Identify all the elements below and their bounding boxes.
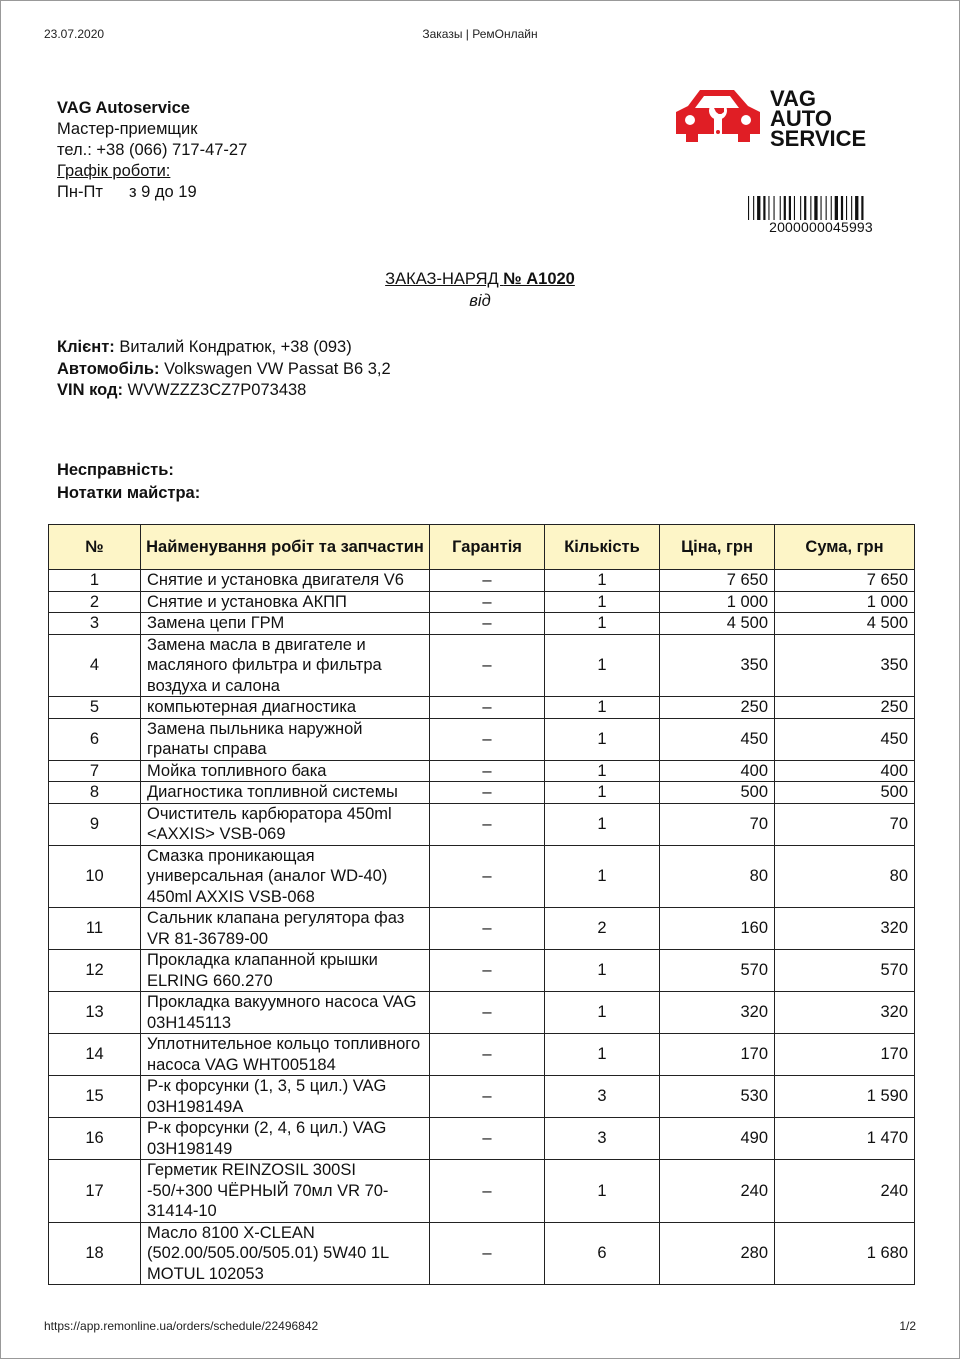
table-row xyxy=(49,570,915,592)
barcode-bar xyxy=(748,196,749,220)
row-warranty: – xyxy=(430,992,545,1034)
table-row xyxy=(49,782,915,804)
row-sum: 70 xyxy=(775,803,915,845)
row-name: Герметик REINZOSIL 300SI -50/+300 ЧЁРНЫЙ 70мл VR 70-31414-10 xyxy=(141,1160,430,1223)
client-block xyxy=(57,337,391,402)
row-warranty: – xyxy=(430,845,545,908)
col-warranty: Гарантія xyxy=(430,525,545,570)
company-phone: тел.: +38 (066) 717-47-27 xyxy=(57,141,248,159)
row-quantity: 3 xyxy=(545,1076,660,1118)
row-quantity: 1 xyxy=(545,950,660,992)
row-sum: 570 xyxy=(775,950,915,992)
barcode-bar xyxy=(804,196,806,220)
order-number: № А1020 xyxy=(503,270,575,288)
row-sum: 1 680 xyxy=(775,1222,915,1285)
row-number: 17 xyxy=(49,1160,141,1223)
row-sum: 320 xyxy=(775,992,915,1034)
row-name: Сальник клапана регулятора фаз VR 81-36789-00 xyxy=(141,908,430,950)
row-name: Снятие и установка двигателя V6 xyxy=(141,570,430,592)
row-warranty: – xyxy=(430,697,545,719)
client-label: Клієнт: xyxy=(57,338,115,356)
table-row xyxy=(49,718,915,760)
row-sum: 400 xyxy=(775,760,915,782)
table-row xyxy=(49,1160,915,1223)
table-row xyxy=(49,803,915,845)
row-name: Снятие и установка АКПП xyxy=(141,591,430,613)
row-number: 7 xyxy=(49,760,141,782)
row-name: компьютерная диагностика xyxy=(141,697,430,719)
order-title xyxy=(0,268,960,312)
row-sum: 170 xyxy=(775,1034,915,1076)
row-number: 3 xyxy=(49,613,141,635)
row-warranty: – xyxy=(430,591,545,613)
barcode-bar xyxy=(780,196,781,220)
row-number: 18 xyxy=(49,1222,141,1285)
row-sum: 1 000 xyxy=(775,591,915,613)
car-value: Volkswagen VW Passat B6 3,2 xyxy=(159,359,391,378)
barcode-bar xyxy=(846,196,847,220)
row-sum: 80 xyxy=(775,845,915,908)
row-warranty: – xyxy=(430,803,545,845)
table-row xyxy=(49,992,915,1034)
row-price: 350 xyxy=(660,634,775,697)
col-quantity: Кількість xyxy=(545,525,660,570)
barcode-bar xyxy=(789,196,791,220)
row-quantity: 1 xyxy=(545,718,660,760)
row-price: 70 xyxy=(660,803,775,845)
barcode-bar xyxy=(763,196,765,220)
table-row xyxy=(49,1222,915,1285)
row-price: 160 xyxy=(660,908,775,950)
row-sum: 1 470 xyxy=(775,1118,915,1160)
row-quantity: 1 xyxy=(545,782,660,804)
col-name: Найменування робіт та запчастин xyxy=(141,525,430,570)
table-row xyxy=(49,908,915,950)
barcode-bar xyxy=(800,196,801,220)
row-name: Мойка топливного бака xyxy=(141,760,430,782)
table-row xyxy=(49,1034,915,1076)
row-quantity: 3 xyxy=(545,1118,660,1160)
row-warranty: – xyxy=(430,570,545,592)
company-role: Мастер-приемщик xyxy=(57,120,198,138)
row-quantity: 1 xyxy=(545,760,660,782)
schedule-days: Пн-Пт xyxy=(57,183,103,201)
row-number: 12 xyxy=(49,950,141,992)
barcode xyxy=(748,196,894,235)
row-number: 16 xyxy=(49,1118,141,1160)
row-name: Замена цепи ГРМ xyxy=(141,613,430,635)
row-price: 1 000 xyxy=(660,591,775,613)
row-number: 2 xyxy=(49,591,141,613)
row-number: 14 xyxy=(49,1034,141,1076)
print-date: 23.07.2020 xyxy=(44,27,105,41)
client-value: Виталий Кондратюк, +38 (093) xyxy=(114,338,352,356)
barcode-bar xyxy=(794,196,795,220)
barcode-bar xyxy=(768,196,769,220)
row-warranty: – xyxy=(430,908,545,950)
row-warranty: – xyxy=(430,718,545,760)
col-price: Ціна, грн xyxy=(660,525,775,570)
barcode-bars xyxy=(748,196,894,220)
row-warranty: – xyxy=(430,613,545,635)
row-name: Прокладка клапанной крышки ELRING 660.270 xyxy=(141,950,430,992)
barcode-bar xyxy=(784,196,786,220)
logo-line-auto: AUTO xyxy=(770,106,832,131)
car-label: Автомобіль: xyxy=(57,359,160,378)
row-number: 13 xyxy=(49,992,141,1034)
row-quantity: 1 xyxy=(545,1034,660,1076)
row-number: 1 xyxy=(49,570,141,592)
barcode-bar xyxy=(831,196,832,220)
table-row xyxy=(49,845,915,908)
notes-block xyxy=(57,459,200,505)
table-row xyxy=(49,1118,915,1160)
row-price: 530 xyxy=(660,1076,775,1118)
row-warranty: – xyxy=(430,634,545,697)
barcode-bar xyxy=(814,196,817,220)
barcode-number: 2000000045993 xyxy=(769,219,873,235)
row-sum: 7 650 xyxy=(775,570,915,592)
row-sum: 450 xyxy=(775,718,915,760)
row-warranty: – xyxy=(430,1222,545,1285)
row-number: 5 xyxy=(49,697,141,719)
col-number: № xyxy=(49,525,141,570)
row-quantity: 1 xyxy=(545,591,660,613)
row-price: 250 xyxy=(660,697,775,719)
table-row xyxy=(49,697,915,719)
row-quantity: 1 xyxy=(545,803,660,845)
fault-label: Несправність: xyxy=(57,461,174,479)
table-row xyxy=(49,634,915,697)
row-name: Замена масла в двигателе и масляного фильтра и фильтра воздуха и салона xyxy=(141,634,430,697)
row-price: 7 650 xyxy=(660,570,775,592)
row-number: 15 xyxy=(49,1076,141,1118)
row-number: 6 xyxy=(49,718,141,760)
company-name: VAG Autoservice xyxy=(57,99,190,117)
col-sum: Сума, грн xyxy=(775,525,915,570)
row-quantity: 1 xyxy=(545,845,660,908)
row-number: 10 xyxy=(49,845,141,908)
row-sum: 1 590 xyxy=(775,1076,915,1118)
barcode-bar xyxy=(841,196,843,220)
row-price: 240 xyxy=(660,1160,775,1223)
row-name: Масло 8100 X-CLEAN (502.00/505.00/505.01) 5W40 1L MOTUL 102053 xyxy=(141,1222,430,1285)
barcode-bar xyxy=(757,196,760,220)
row-price: 490 xyxy=(660,1118,775,1160)
row-name: Уплотнительное кольцо топливного насоса VAG WHT005184 xyxy=(141,1034,430,1076)
barcode-bar xyxy=(810,196,811,220)
row-name: Очиститель карбюратора 450ml <AXXIS> VSB-069 xyxy=(141,803,430,845)
barcode-bar xyxy=(855,196,858,220)
table-row xyxy=(49,1076,915,1118)
table-row xyxy=(49,613,915,635)
table-row xyxy=(49,760,915,782)
row-name: Прокладка вакуумного насоса VAG 03H145113 xyxy=(141,992,430,1034)
row-quantity: 1 xyxy=(545,1160,660,1223)
row-warranty: – xyxy=(430,1160,545,1223)
row-price: 450 xyxy=(660,718,775,760)
row-warranty: – xyxy=(430,1076,545,1118)
row-sum: 500 xyxy=(775,782,915,804)
row-quantity: 1 xyxy=(545,697,660,719)
table-header-row xyxy=(49,525,915,570)
row-number: 9 xyxy=(49,803,141,845)
barcode-bar xyxy=(753,196,754,220)
row-warranty: – xyxy=(430,950,545,992)
vin-value: WVWZZZ3CZ7P073438 xyxy=(122,381,307,399)
barcode-bar xyxy=(821,196,822,220)
row-name: Диагностика топливной системы xyxy=(141,782,430,804)
row-quantity: 1 xyxy=(545,634,660,697)
row-number: 4 xyxy=(49,634,141,697)
row-name: Замена пыльника наружной гранаты справа xyxy=(141,718,430,760)
row-quantity: 6 xyxy=(545,1222,660,1285)
row-warranty: – xyxy=(430,760,545,782)
row-warranty: – xyxy=(430,1118,545,1160)
row-sum: 250 xyxy=(775,697,915,719)
car-wrench-icon xyxy=(672,82,888,150)
order-title-prefix: ЗАКАЗ-НАРЯД xyxy=(385,270,504,288)
row-sum: 4 500 xyxy=(775,613,915,635)
row-quantity: 1 xyxy=(545,570,660,592)
row-price: 400 xyxy=(660,760,775,782)
barcode-bar xyxy=(861,196,863,220)
schedule-label: Графік роботи: xyxy=(57,162,171,180)
schedule-time: з 9 до 19 xyxy=(129,183,197,201)
print-title: Заказы | РемОнлайн xyxy=(422,27,538,41)
schedule-hours xyxy=(57,182,247,203)
row-name: Р-к форсунки (1, 3, 5 цил.) VAG 03H198149A xyxy=(141,1076,430,1118)
barcode-bar xyxy=(826,196,827,220)
row-name: Р-к форсунки (2, 4, 6 цил.) VAG 03H198149 xyxy=(141,1118,430,1160)
row-price: 320 xyxy=(660,992,775,1034)
row-price: 4 500 xyxy=(660,613,775,635)
row-number: 8 xyxy=(49,782,141,804)
order-from: від xyxy=(469,292,491,310)
row-name: Смазка проникающая универсальная (аналог WD-40) 450ml AXXIS VSB-068 xyxy=(141,845,430,908)
print-url: https://app.remonline.ua/orders/schedule/22496842 xyxy=(44,1319,319,1333)
row-price: 500 xyxy=(660,782,775,804)
table-row xyxy=(49,950,915,992)
page-number: 1/2 xyxy=(899,1319,916,1333)
barcode-bar xyxy=(851,196,852,220)
row-price: 170 xyxy=(660,1034,775,1076)
row-sum: 350 xyxy=(775,634,915,697)
company-logo xyxy=(672,82,888,150)
row-number: 11 xyxy=(49,908,141,950)
table-row xyxy=(49,591,915,613)
logo-line-service: SERVICE xyxy=(770,126,867,150)
row-quantity: 1 xyxy=(545,992,660,1034)
row-quantity: 2 xyxy=(545,908,660,950)
row-warranty: – xyxy=(430,1034,545,1076)
logo-line-vag: VAG xyxy=(770,86,817,111)
row-price: 570 xyxy=(660,950,775,992)
row-sum: 320 xyxy=(775,908,915,950)
master-notes-label: Нотатки майстра: xyxy=(57,484,201,502)
barcode-bar xyxy=(774,196,775,220)
company-block xyxy=(57,98,247,203)
row-quantity: 1 xyxy=(545,613,660,635)
row-price: 280 xyxy=(660,1222,775,1285)
row-sum: 240 xyxy=(775,1160,915,1223)
vin-label: VIN код: xyxy=(57,381,123,399)
barcode-bar xyxy=(835,196,838,220)
items-table xyxy=(48,524,915,1285)
row-warranty: – xyxy=(430,782,545,804)
row-price: 80 xyxy=(660,845,775,908)
